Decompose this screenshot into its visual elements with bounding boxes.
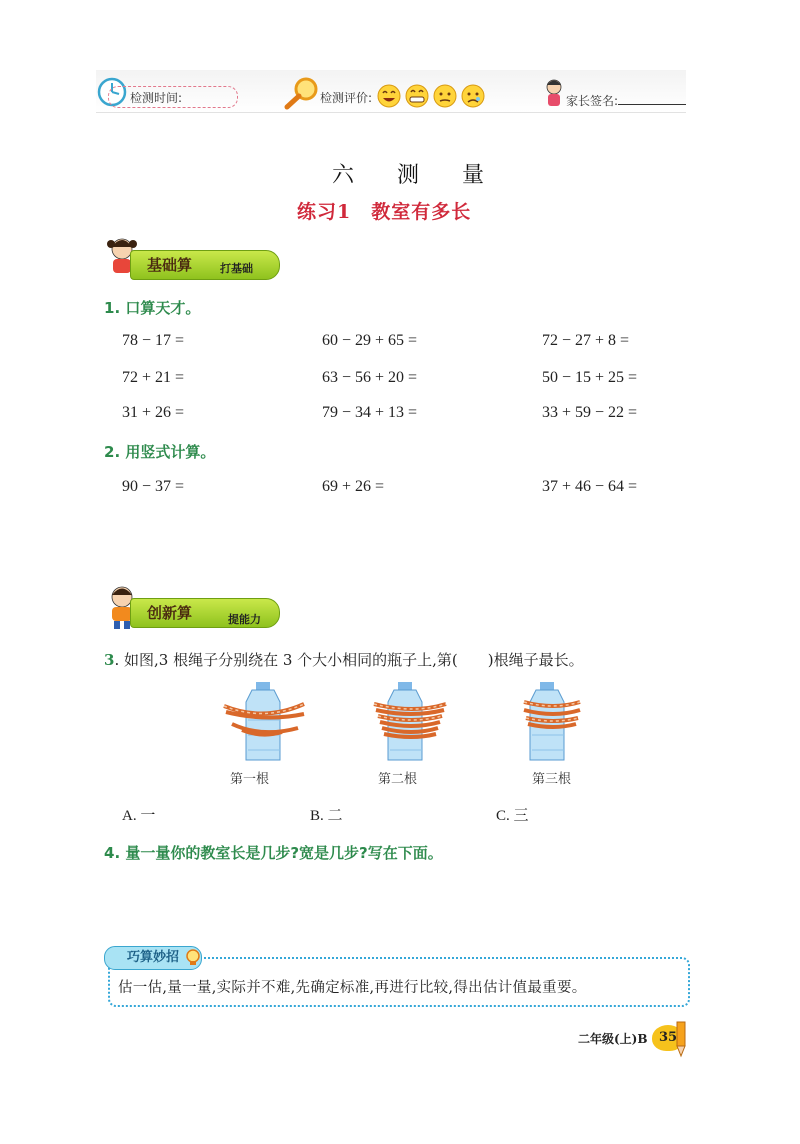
question-number: 3 (104, 651, 115, 669)
question-2-heading: 2. 用竖式计算。 (104, 443, 216, 461)
section-title-creative: 创新算 (147, 604, 193, 622)
q1-expr: 60 − 29 + 65 = (322, 332, 418, 349)
laugh-face-icon (378, 85, 400, 107)
q2-expr: 37 + 46 − 64 = (542, 478, 638, 495)
section-title-basic: 基础算 (147, 256, 193, 274)
question-number: 1 (104, 299, 115, 317)
pencil-mascot-icon (672, 1018, 690, 1058)
question-4-text: 量一量你的教室长是几步?宽是几步?写在下面。 (125, 844, 443, 862)
bottle-caption: 第三根 (532, 772, 572, 787)
bottle-caption: 第二根 (378, 772, 418, 787)
question-2-title: 用竖式计算。 (125, 443, 216, 461)
page-number: 35 (652, 1025, 684, 1051)
question-number: 4 (104, 844, 115, 862)
eval-label: 检测评价: (320, 91, 373, 105)
question-3-text: 如图,3 根绳子分别绕在 3 个大小相同的瓶子上,第( )根绳子最长。 (123, 651, 584, 669)
q1-expr: 31 + 26 = (122, 404, 185, 421)
bottle-1-icon (224, 682, 304, 760)
page-title: 六 测 量 (332, 163, 502, 188)
sad-face-icon (462, 85, 484, 107)
q1-expr: 72 + 21 = (122, 369, 185, 386)
time-label: 检测时间: (130, 91, 183, 105)
signature-label: 家长签名: (566, 94, 619, 108)
tip-label-text: 巧算妙招 (126, 950, 179, 965)
q1-expr: 50 − 15 + 25 = (542, 369, 638, 386)
q1-expr: 33 + 59 − 22 = (542, 404, 638, 421)
section-sub-basic: 打基础 (220, 262, 253, 275)
option-c[interactable]: C. 三 (496, 808, 529, 824)
option-a[interactable]: A. 一 (122, 808, 156, 824)
exercise-title: 练习1 教室有多长 (297, 201, 472, 223)
bottles-illustration (212, 680, 588, 766)
q2-expr: 69 + 26 = (322, 478, 385, 495)
question-3: 3. 如图,3 根绳子分别绕在 3 个大小相同的瓶子上,第( )根绳子最长。 (104, 651, 584, 669)
q1-expr: 72 − 27 + 8 = (542, 332, 630, 349)
lightbulb-icon (184, 948, 202, 966)
bottle-2-icon (374, 682, 446, 760)
bottle-3-icon (524, 682, 580, 760)
grade-label: 二年级(上)B (578, 1032, 648, 1046)
magnifier-icon (282, 76, 320, 110)
q1-expr: 63 − 56 + 20 = (322, 369, 418, 386)
smiley-rating-icons[interactable] (377, 83, 487, 109)
grin-face-icon (406, 85, 428, 107)
q1-expr: 79 − 34 + 13 = (322, 404, 418, 421)
bottle-caption: 第一根 (230, 772, 270, 787)
child-avatar-icon (542, 76, 566, 110)
tip-text: 估一估,量一量,实际并不难,先确定标准,再进行比较,得出估计值最重要。 (118, 980, 587, 996)
q1-expr: 78 − 17 = (122, 332, 185, 349)
section-sub-creative: 提能力 (228, 613, 261, 626)
question-4-heading: 4. 量一量你的教室长是几步?宽是几步?写在下面。 (104, 844, 443, 862)
neutral-face-icon (434, 85, 456, 107)
question-number: 2 (104, 443, 115, 461)
question-1-title: 口算天才。 (125, 299, 201, 317)
signature-line[interactable] (618, 104, 686, 105)
option-b[interactable]: B. 二 (310, 808, 343, 824)
q2-expr: 90 − 37 = (122, 478, 185, 495)
question-1-heading: 1. 口算天才。 (104, 299, 201, 317)
